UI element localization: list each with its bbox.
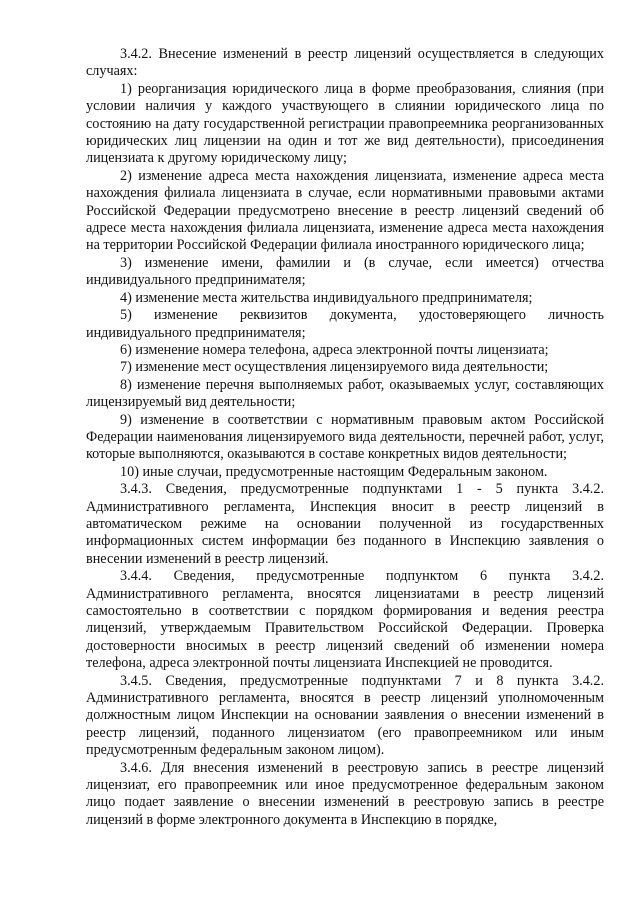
section-3-4-3: 3.4.3. Сведения, предусмотренные подпунктами 1 - 5 пункта 3.4.2. Административного регламента, Инспекция вносит в реестр лицензий в автоматическом режиме на основании полученной из государственных информационных систем информации без поданного в Инспекцию заявления о внесении изменений в реестр лицензий.	[86, 481, 604, 567]
list-item-8: 8) изменение перечня выполняемых работ, оказываемых услуг, составляющих лицензируемый вид деятельности;	[86, 376, 604, 411]
list-item-4: 4) изменение места жительства индивидуального предпринимателя;	[120, 289, 533, 306]
list-item-10: 10) иные случаи, предусмотренные настоящим Федеральным законом.	[120, 463, 548, 480]
section-3-4-2-intro: 3.4.2. Внесение изменений в реестр лицензий осуществляется в следующих случаях:	[86, 46, 604, 80]
list-item-2: 2) изменение адреса места нахождения лицензиата, изменение адреса места нахождения филиала лицензиата в случае, если нормативными правовыми актами Российской Федерации предусмотрено внесение в реестр лицензий сведений об адресе места нахождения филиала лицензиата, изменение адреса места нахождения на территории Российской Федерации филиала иностранного юридического лица;	[86, 167, 604, 254]
section-3-4-5: 3.4.5. Сведения, предусмотренные подпунктами 7 и 8 пункта 3.4.2. Административного регламента, вносятся в реестр лицензий уполномоченным должностным лицом Инспекции на основании заявления о внесении изменений в реестр лицензий, поданного лицензиатом (его правопреемником или иным предусмотренным федеральным законом лицом).	[86, 672, 604, 759]
document-body	[86, 46, 604, 829]
list-item-7: 7) изменение мест осуществления лицензируемого вида деятельности;	[120, 359, 549, 376]
section-3-4-4: 3.4.4. Сведения, предусмотренные подпунктом 6 пункта 3.4.2. Административного регламента, вносятся лицензиатами в реестр лицензий самостоятельно в соответствии с порядком формирования и ведения реестра лицензий, утверждаемым Правительством Российской Федерации. Проверка достоверности вносимых в реестр лицензий сведений об изменении номера телефона, адреса электронной почты лицензиата Инспекцией не проводится.	[86, 568, 604, 672]
list-item-9: 9) изменение в соответствии с нормативным правовым актом Российской Федерации наименования лицензируемого вида деятельности, перечней работ, услуг, которые выполняются, оказываются в составе конкретных видов деятельности;	[86, 411, 604, 463]
list-item-1: 1) реорганизация юридического лица в форме преобразования, слияния (при условии наличия у каждого участвующего в слиянии юридического лица по состоянию на дату государственной регистрации правопреемника реорганизованных юридических лиц лицензии на один и тот же вид деятельности), присоединения лицензиата к другому юридическому лицу;	[86, 80, 604, 167]
section-3-4-6: 3.4.6. Для внесения изменений в реестровую запись в реестре лицензий лицензиат, его правопреемник или иное предусмотренное федеральным законом лицо подает заявление о внесении изменений в реестровую запись в реестре лицензий в форме электронного документа в Инспекцию в порядке,	[86, 759, 604, 828]
list-item-5: 5) изменение реквизитов документа, удостоверяющего личность индивидуального предпринимателя;	[86, 307, 604, 341]
list-item-3: 3) изменение имени, фамилии и (в случае, если имеется) отчества индивидуального предпринимателя;	[86, 254, 604, 289]
list-item-6: 6) изменение номера телефона, адреса электронной почты лицензиата;	[120, 341, 549, 358]
